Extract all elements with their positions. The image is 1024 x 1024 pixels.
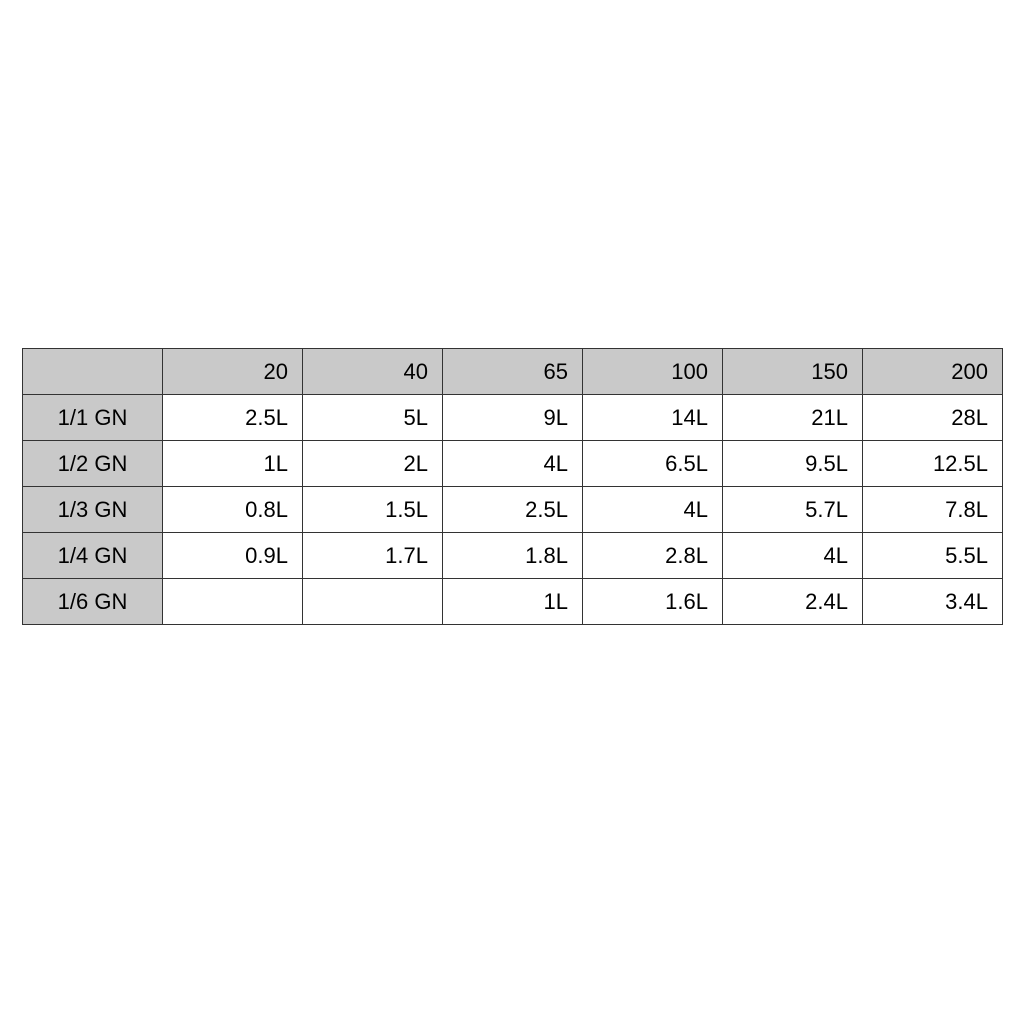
column-header-200: 200 [863, 349, 1003, 395]
cell-1-4-gn-100: 2.8L [583, 533, 723, 579]
cell-1-3-gn-150: 5.7L [723, 487, 863, 533]
cell-1-3-gn-100: 4L [583, 487, 723, 533]
cell-1-2-gn-150: 9.5L [723, 441, 863, 487]
table-row [23, 441, 1003, 487]
table-row [23, 579, 1003, 625]
column-header-20: 20 [163, 349, 303, 395]
column-header-150: 150 [723, 349, 863, 395]
row-label-1-3-gn: 1/3 GN [23, 487, 163, 533]
row-label-1-6-gn: 1/6 GN [23, 579, 163, 625]
cell-1-6-gn-20 [163, 579, 303, 625]
cell-1-3-gn-20: 0.8L [163, 487, 303, 533]
cell-1-6-gn-150: 2.4L [723, 579, 863, 625]
table-header-row [23, 349, 1003, 395]
cell-1-6-gn-200: 3.4L [863, 579, 1003, 625]
table-corner-cell [23, 349, 163, 395]
cell-1-1-gn-200: 28L [863, 395, 1003, 441]
row-label-1-1-gn: 1/1 GN [23, 395, 163, 441]
cell-1-6-gn-100: 1.6L [583, 579, 723, 625]
cell-1-3-gn-65: 2.5L [443, 487, 583, 533]
cell-1-2-gn-40: 2L [303, 441, 443, 487]
column-header-40: 40 [303, 349, 443, 395]
cell-1-4-gn-20: 0.9L [163, 533, 303, 579]
gn-capacity-table-container [22, 348, 1002, 625]
cell-1-2-gn-65: 4L [443, 441, 583, 487]
cell-1-3-gn-200: 7.8L [863, 487, 1003, 533]
cell-1-4-gn-65: 1.8L [443, 533, 583, 579]
column-header-65: 65 [443, 349, 583, 395]
cell-1-1-gn-150: 21L [723, 395, 863, 441]
cell-1-2-gn-100: 6.5L [583, 441, 723, 487]
cell-1-1-gn-100: 14L [583, 395, 723, 441]
cell-1-6-gn-65: 1L [443, 579, 583, 625]
cell-1-4-gn-200: 5.5L [863, 533, 1003, 579]
cell-1-1-gn-40: 5L [303, 395, 443, 441]
row-label-1-4-gn: 1/4 GN [23, 533, 163, 579]
cell-1-1-gn-65: 9L [443, 395, 583, 441]
cell-1-1-gn-20: 2.5L [163, 395, 303, 441]
cell-1-3-gn-40: 1.5L [303, 487, 443, 533]
gn-capacity-table [22, 348, 1003, 625]
row-label-1-2-gn: 1/2 GN [23, 441, 163, 487]
cell-1-4-gn-150: 4L [723, 533, 863, 579]
table-row [23, 395, 1003, 441]
table-row [23, 487, 1003, 533]
cell-1-2-gn-20: 1L [163, 441, 303, 487]
cell-1-6-gn-40 [303, 579, 443, 625]
cell-1-4-gn-40: 1.7L [303, 533, 443, 579]
cell-1-2-gn-200: 12.5L [863, 441, 1003, 487]
column-header-100: 100 [583, 349, 723, 395]
table-row [23, 533, 1003, 579]
